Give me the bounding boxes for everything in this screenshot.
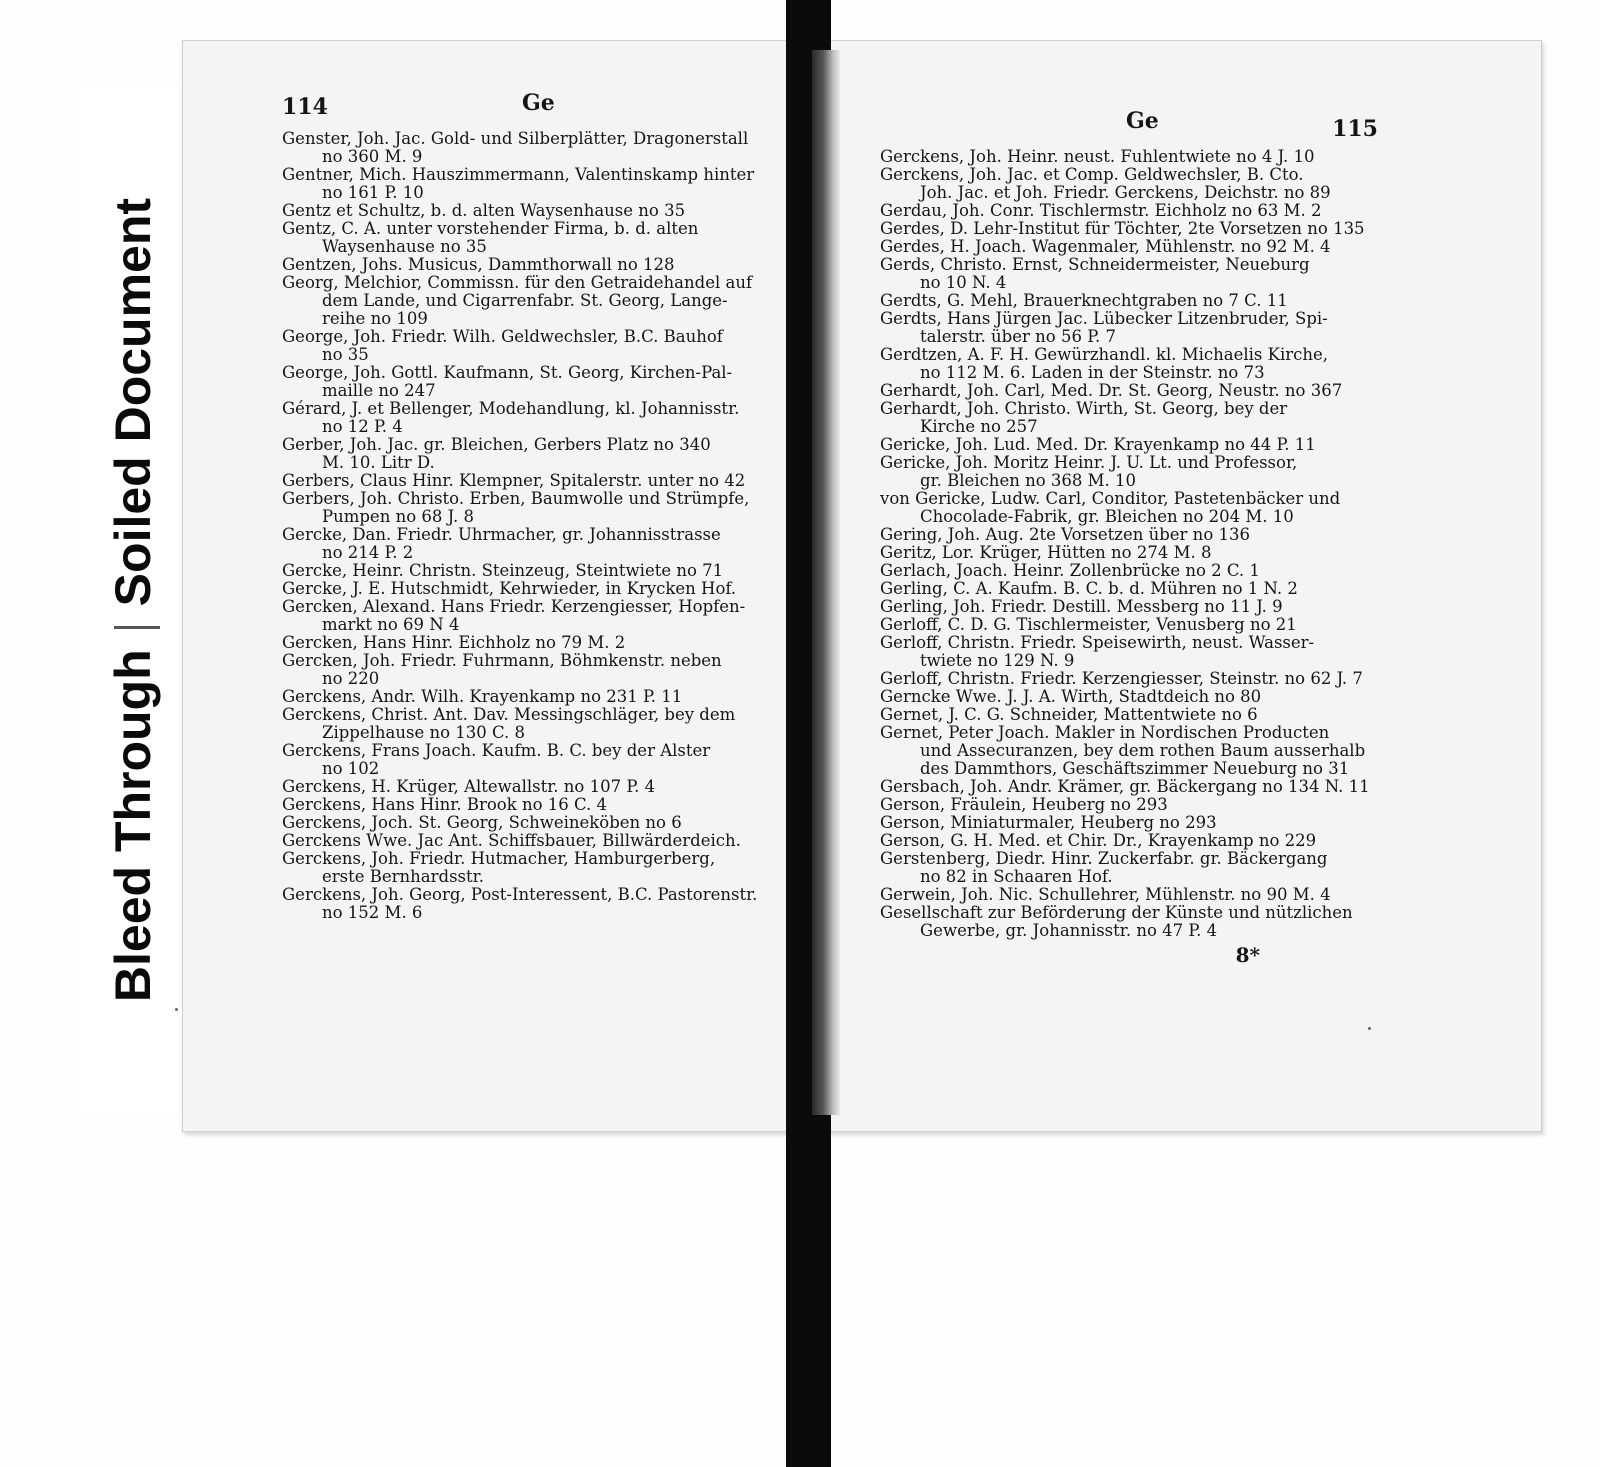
entry-continuation: Zippelhause no 130 C. 8 bbox=[322, 723, 526, 742]
directory-entry bbox=[880, 202, 1380, 220]
entry-line: Gerdtzen, A. F. H. Gewürzhandl. kl. Michaelis Kirche, bbox=[880, 345, 1328, 364]
directory-entry bbox=[880, 832, 1380, 850]
entry-continuation: no 161 P. 10 bbox=[322, 183, 424, 202]
directory-entry bbox=[880, 490, 1380, 526]
entry-line: Gerckens, Joh. Jac. et Comp. Geldwechsler, B. Cto. bbox=[880, 165, 1304, 184]
entry-line: Gerckens, Joh. Georg, Post-Interessent, B.C. Pastorenstr. bbox=[282, 885, 758, 904]
entry-continuation: no 12 P. 4 bbox=[322, 417, 403, 436]
entry-continuation: no 102 bbox=[322, 759, 380, 778]
directory-entry bbox=[282, 400, 790, 436]
directory-entry bbox=[282, 652, 790, 688]
directory-entry bbox=[282, 490, 790, 526]
entry-continuation: no 10 N. 4 bbox=[920, 273, 1007, 292]
directory-entry bbox=[282, 202, 790, 220]
entry-line: Gerson, Miniaturmaler, Heuberg no 293 bbox=[880, 813, 1217, 832]
directory-entry bbox=[282, 472, 790, 490]
right-page-header bbox=[880, 90, 1380, 148]
directory-entry bbox=[880, 904, 1380, 940]
label-bleed-through: Bleed Through bbox=[105, 649, 161, 1003]
directory-entry bbox=[880, 634, 1380, 670]
label-divider bbox=[114, 626, 160, 629]
entry-line: von Gericke, Ludw. Carl, Conditor, Pastetenbäcker und bbox=[880, 489, 1341, 508]
entry-line: Gerckens, Andr. Wilh. Krayenkamp no 231 P. 11 bbox=[282, 687, 683, 706]
directory-entry bbox=[282, 328, 790, 364]
directory-entry bbox=[282, 580, 790, 598]
entry-line: Gerhardt, Joh. Carl, Med. Dr. St. Georg, Neustr. no 367 bbox=[880, 381, 1343, 400]
directory-entry bbox=[880, 580, 1380, 598]
entry-continuation: maille no 247 bbox=[322, 381, 436, 400]
entry-line: Gerckens, H. Krüger, Altewallstr. no 107 P. 4 bbox=[282, 777, 656, 796]
directory-entry bbox=[880, 526, 1380, 544]
directory-entry bbox=[282, 706, 790, 742]
entry-line: Gercken, Alexand. Hans Friedr. Kerzengiesser, Hopfen- bbox=[282, 597, 746, 616]
entry-line: Gerloff, C. D. G. Tischlermeister, Venusberg no 21 bbox=[880, 615, 1297, 634]
entry-line: Gerber, Joh. Jac. gr. Bleichen, Gerbers Platz no 340 bbox=[282, 435, 711, 454]
entry-line: Gerdau, Joh. Conr. Tischlermstr. Eichholz no 63 M. 2 bbox=[880, 201, 1322, 220]
directory-entry bbox=[880, 166, 1380, 202]
entry-line: Geritz, Lor. Krüger, Hütten no 274 M. 8 bbox=[880, 543, 1212, 562]
entry-line: Genster, Joh. Jac. Gold- und Silberplätter, Dragonerstall bbox=[282, 129, 749, 148]
entry-line: Gerloff, Christn. Friedr. Kerzengiesser, Steinstr. no 62 J. 7 bbox=[880, 669, 1363, 688]
entry-continuation: Pumpen no 68 J. 8 bbox=[322, 507, 474, 526]
directory-entry bbox=[282, 256, 790, 274]
entry-line: Gentner, Mich. Hauszimmermann, Valentinskamp hinter bbox=[282, 165, 755, 184]
directory-entry bbox=[880, 850, 1380, 886]
directory-entry bbox=[880, 886, 1380, 904]
entry-line: Gerbers, Claus Hinr. Klempner, Spitalerstr. unter no 42 bbox=[282, 471, 746, 490]
entry-continuation: gr. Bleichen no 368 M. 10 bbox=[920, 471, 1136, 490]
entry-continuation: no 220 bbox=[322, 669, 380, 688]
entry-continuation: Joh. Jac. et Joh. Friedr. Gerckens, Deichstr. no 89 bbox=[920, 183, 1331, 202]
entry-line: Gericke, Joh. Lud. Med. Dr. Krayenkamp no 44 P. 11 bbox=[880, 435, 1316, 454]
directory-entry bbox=[282, 436, 790, 472]
entry-continuation: markt no 69 N 4 bbox=[322, 615, 460, 634]
entry-line: Gering, Joh. Aug. 2te Vorsetzen über no 136 bbox=[880, 525, 1250, 544]
entry-line: Gerdts, Hans Jürgen Jac. Lübecker Litzenbruder, Spi- bbox=[880, 309, 1328, 328]
left-page bbox=[282, 90, 790, 922]
right-entries bbox=[880, 148, 1380, 940]
directory-entry bbox=[282, 742, 790, 778]
entry-continuation: reihe no 109 bbox=[322, 309, 428, 328]
entry-line: Gericke, Joh. Moritz Heinr. J. U. Lt. und Professor, bbox=[880, 453, 1298, 472]
entry-continuation: erste Bernhardsstr. bbox=[322, 867, 484, 886]
directory-entry bbox=[880, 238, 1380, 256]
directory-entry bbox=[282, 850, 790, 886]
entry-line: Gerlach, Joach. Heinr. Zollenbrücke no 2 C. 1 bbox=[880, 561, 1260, 580]
entry-line: Gerncke Wwe. J. J. A. Wirth, Stadtdeich no 80 bbox=[880, 687, 1262, 706]
entry-line: Gercke, J. E. Hutschmidt, Kehrwieder, in Krycken Hof. bbox=[282, 579, 737, 598]
right-page-number: 115 bbox=[1332, 116, 1378, 142]
right-section-letter: Ge bbox=[1126, 108, 1159, 134]
entry-line: Gerdes, H. Joach. Wagenmaler, Mühlenstr. no 92 M. 4 bbox=[880, 237, 1331, 256]
directory-entry bbox=[282, 364, 790, 400]
directory-entry bbox=[282, 598, 790, 634]
entry-continuation: dem Lande, und Cigarrenfabr. St. Georg, Lange- bbox=[322, 291, 728, 310]
label-tab-text bbox=[98, 100, 168, 1100]
entry-line: Gerckens, Hans Hinr. Brook no 16 C. 4 bbox=[282, 795, 608, 814]
directory-entry bbox=[880, 220, 1380, 238]
entry-line: Gerling, C. A. Kaufm. B. C. b. d. Mühren no 1 N. 2 bbox=[880, 579, 1298, 598]
entry-line: Gesellschaft zur Beförderung der Künste und nützlichen bbox=[880, 903, 1353, 922]
entry-line: Gerstenberg, Diedr. Hinr. Zuckerfabr. gr. Bäckergang bbox=[880, 849, 1328, 868]
directory-entry bbox=[880, 292, 1380, 310]
entry-line: Gernet, J. C. G. Schneider, Mattentwiete no 6 bbox=[880, 705, 1258, 724]
ink-speck bbox=[1368, 1027, 1371, 1030]
label-soiled-document: Soiled Document bbox=[105, 197, 161, 607]
directory-entry bbox=[880, 562, 1380, 580]
directory-entry bbox=[282, 166, 790, 202]
directory-entry bbox=[880, 436, 1380, 454]
directory-entry bbox=[880, 688, 1380, 706]
entry-line: Gerwein, Joh. Nic. Schullehrer, Mühlenstr. no 90 M. 4 bbox=[880, 885, 1331, 904]
entry-line: George, Joh. Friedr. Wilh. Geldwechsler, B.C. Bauhof bbox=[282, 327, 723, 346]
entry-line: Gerdes, D. Lehr-Institut für Töchter, 2te Vorsetzen no 135 bbox=[880, 219, 1365, 238]
entry-continuation: des Dammthors, Geschäftszimmer Neueburg no 31 bbox=[920, 759, 1350, 778]
directory-entry bbox=[880, 778, 1380, 796]
entry-line: Gerdts, G. Mehl, Brauerknechtgraben no 7 C. 11 bbox=[880, 291, 1288, 310]
entry-line: Gercken, Joh. Friedr. Fuhrmann, Böhmkenstr. neben bbox=[282, 651, 722, 670]
entry-line: Gernet, Peter Joach. Makler in Nordischen Producten bbox=[880, 723, 1330, 742]
entry-line: Gentzen, Johs. Musicus, Dammthorwall no 128 bbox=[282, 255, 675, 274]
left-section-letter: Ge bbox=[522, 90, 555, 116]
entry-line: George, Joh. Gottl. Kaufmann, St. Georg, Kirchen-Pal- bbox=[282, 363, 733, 382]
entry-line: Gerckens, Frans Joach. Kaufm. B. C. bey der Alster bbox=[282, 741, 711, 760]
directory-entry bbox=[880, 544, 1380, 562]
directory-entry bbox=[282, 130, 790, 166]
left-page-number: 114 bbox=[282, 94, 328, 120]
directory-entry bbox=[880, 670, 1380, 688]
entry-continuation: no 82 in Schaaren Hof. bbox=[920, 867, 1113, 886]
entry-line: Gerds, Christo. Ernst, Schneidermeister, Neueburg bbox=[880, 255, 1310, 274]
entry-continuation: Kirche no 257 bbox=[920, 417, 1038, 436]
directory-entry bbox=[880, 382, 1380, 400]
entry-line: Gerbers, Joh. Christo. Erben, Baumwolle und Strümpfe, bbox=[282, 489, 750, 508]
directory-entry bbox=[282, 274, 790, 328]
entry-line: Gersbach, Joh. Andr. Krämer, gr. Bäckergang no 134 N. 11 bbox=[880, 777, 1370, 796]
directory-entry bbox=[282, 562, 790, 580]
directory-entry bbox=[880, 346, 1380, 382]
directory-entry bbox=[282, 886, 790, 922]
directory-entry bbox=[880, 724, 1380, 778]
signature-mark: 8* bbox=[1235, 943, 1260, 967]
entry-continuation: Gewerbe, gr. Johannisstr. no 47 P. 4 bbox=[920, 921, 1218, 940]
entry-continuation: Waysenhause no 35 bbox=[322, 237, 487, 256]
entry-line: Gercke, Dan. Friedr. Uhrmacher, gr. Johannisstrasse bbox=[282, 525, 721, 544]
directory-entry bbox=[880, 598, 1380, 616]
entry-line: Gerckens, Joh. Heinr. neust. Fuhlentwiete no 4 J. 10 bbox=[880, 147, 1315, 166]
entry-continuation: no 35 bbox=[322, 345, 369, 364]
directory-entry bbox=[282, 220, 790, 256]
entry-line: Gentz et Schultz, b. d. alten Waysenhause no 35 bbox=[282, 201, 686, 220]
entry-continuation: no 360 M. 9 bbox=[322, 147, 423, 166]
ink-speck bbox=[175, 1008, 178, 1011]
entry-line: Gentz, C. A. unter vorstehender Firma, b. d. alten bbox=[282, 219, 699, 238]
entry-line: Gerson, Fräulein, Heuberg no 293 bbox=[880, 795, 1168, 814]
entry-line: Gerling, Joh. Friedr. Destill. Messberg no 11 J. 9 bbox=[880, 597, 1283, 616]
directory-entry bbox=[282, 634, 790, 652]
directory-entry bbox=[880, 814, 1380, 832]
directory-entry bbox=[880, 706, 1380, 724]
entry-line: Gerckens Wwe. Jac Ant. Schiffsbauer, Billwärderdeich. bbox=[282, 831, 741, 850]
directory-entry bbox=[880, 148, 1380, 166]
directory-entry bbox=[880, 310, 1380, 346]
entry-continuation: no 152 M. 6 bbox=[322, 903, 423, 922]
entry-continuation: no 112 M. 6. Laden in der Steinstr. no 73 bbox=[920, 363, 1265, 382]
left-page-header bbox=[282, 90, 790, 130]
right-page bbox=[880, 90, 1380, 967]
entry-line: Gérard, J. et Bellenger, Modehandlung, kl. Johannisstr. bbox=[282, 399, 740, 418]
directory-entry bbox=[282, 814, 790, 832]
entry-line: Gerson, G. H. Med. et Chir. Dr., Krayenkamp no 229 bbox=[880, 831, 1317, 850]
directory-entry bbox=[880, 256, 1380, 292]
entry-line: Gercken, Hans Hinr. Eichholz no 79 M. 2 bbox=[282, 633, 626, 652]
directory-entry bbox=[880, 454, 1380, 490]
entry-continuation: M. 10. Litr D. bbox=[322, 453, 435, 472]
entry-line: Gerckens, Joh. Friedr. Hutmacher, Hamburgerberg, bbox=[282, 849, 716, 868]
entry-continuation: no 214 P. 2 bbox=[322, 543, 414, 562]
entry-continuation: talerstr. über no 56 P. 7 bbox=[920, 327, 1116, 346]
left-entries bbox=[282, 130, 790, 922]
directory-entry bbox=[880, 796, 1380, 814]
entry-line: Gerhardt, Joh. Christo. Wirth, St. Georg, bey der bbox=[880, 399, 1288, 418]
entry-line: Gercke, Heinr. Christn. Steinzeug, Steintwiete no 71 bbox=[282, 561, 724, 580]
entry-line: Gerloff, Christn. Friedr. Speisewirth, neust. Wasser- bbox=[880, 633, 1315, 652]
entry-line: Gerckens, Christ. Ant. Dav. Messingschläger, bey dem bbox=[282, 705, 736, 724]
directory-entry bbox=[282, 832, 790, 850]
directory-entry bbox=[880, 616, 1380, 634]
directory-entry bbox=[282, 778, 790, 796]
entry-line: Georg, Melchior, Commissn. für den Getraidehandel auf bbox=[282, 273, 753, 292]
entry-continuation: und Assecuranzen, bey dem rothen Baum ausserhalb bbox=[920, 741, 1366, 760]
entry-line: Gerckens, Joch. St. Georg, Schweineköben no 6 bbox=[282, 813, 682, 832]
directory-entry bbox=[880, 400, 1380, 436]
entry-continuation: twiete no 129 N. 9 bbox=[920, 651, 1075, 670]
directory-entry bbox=[282, 796, 790, 814]
entry-continuation: Chocolade-Fabrik, gr. Bleichen no 204 M. 10 bbox=[920, 507, 1294, 526]
directory-entry bbox=[282, 526, 790, 562]
book-gutter bbox=[812, 50, 840, 1115]
directory-entry bbox=[282, 688, 790, 706]
